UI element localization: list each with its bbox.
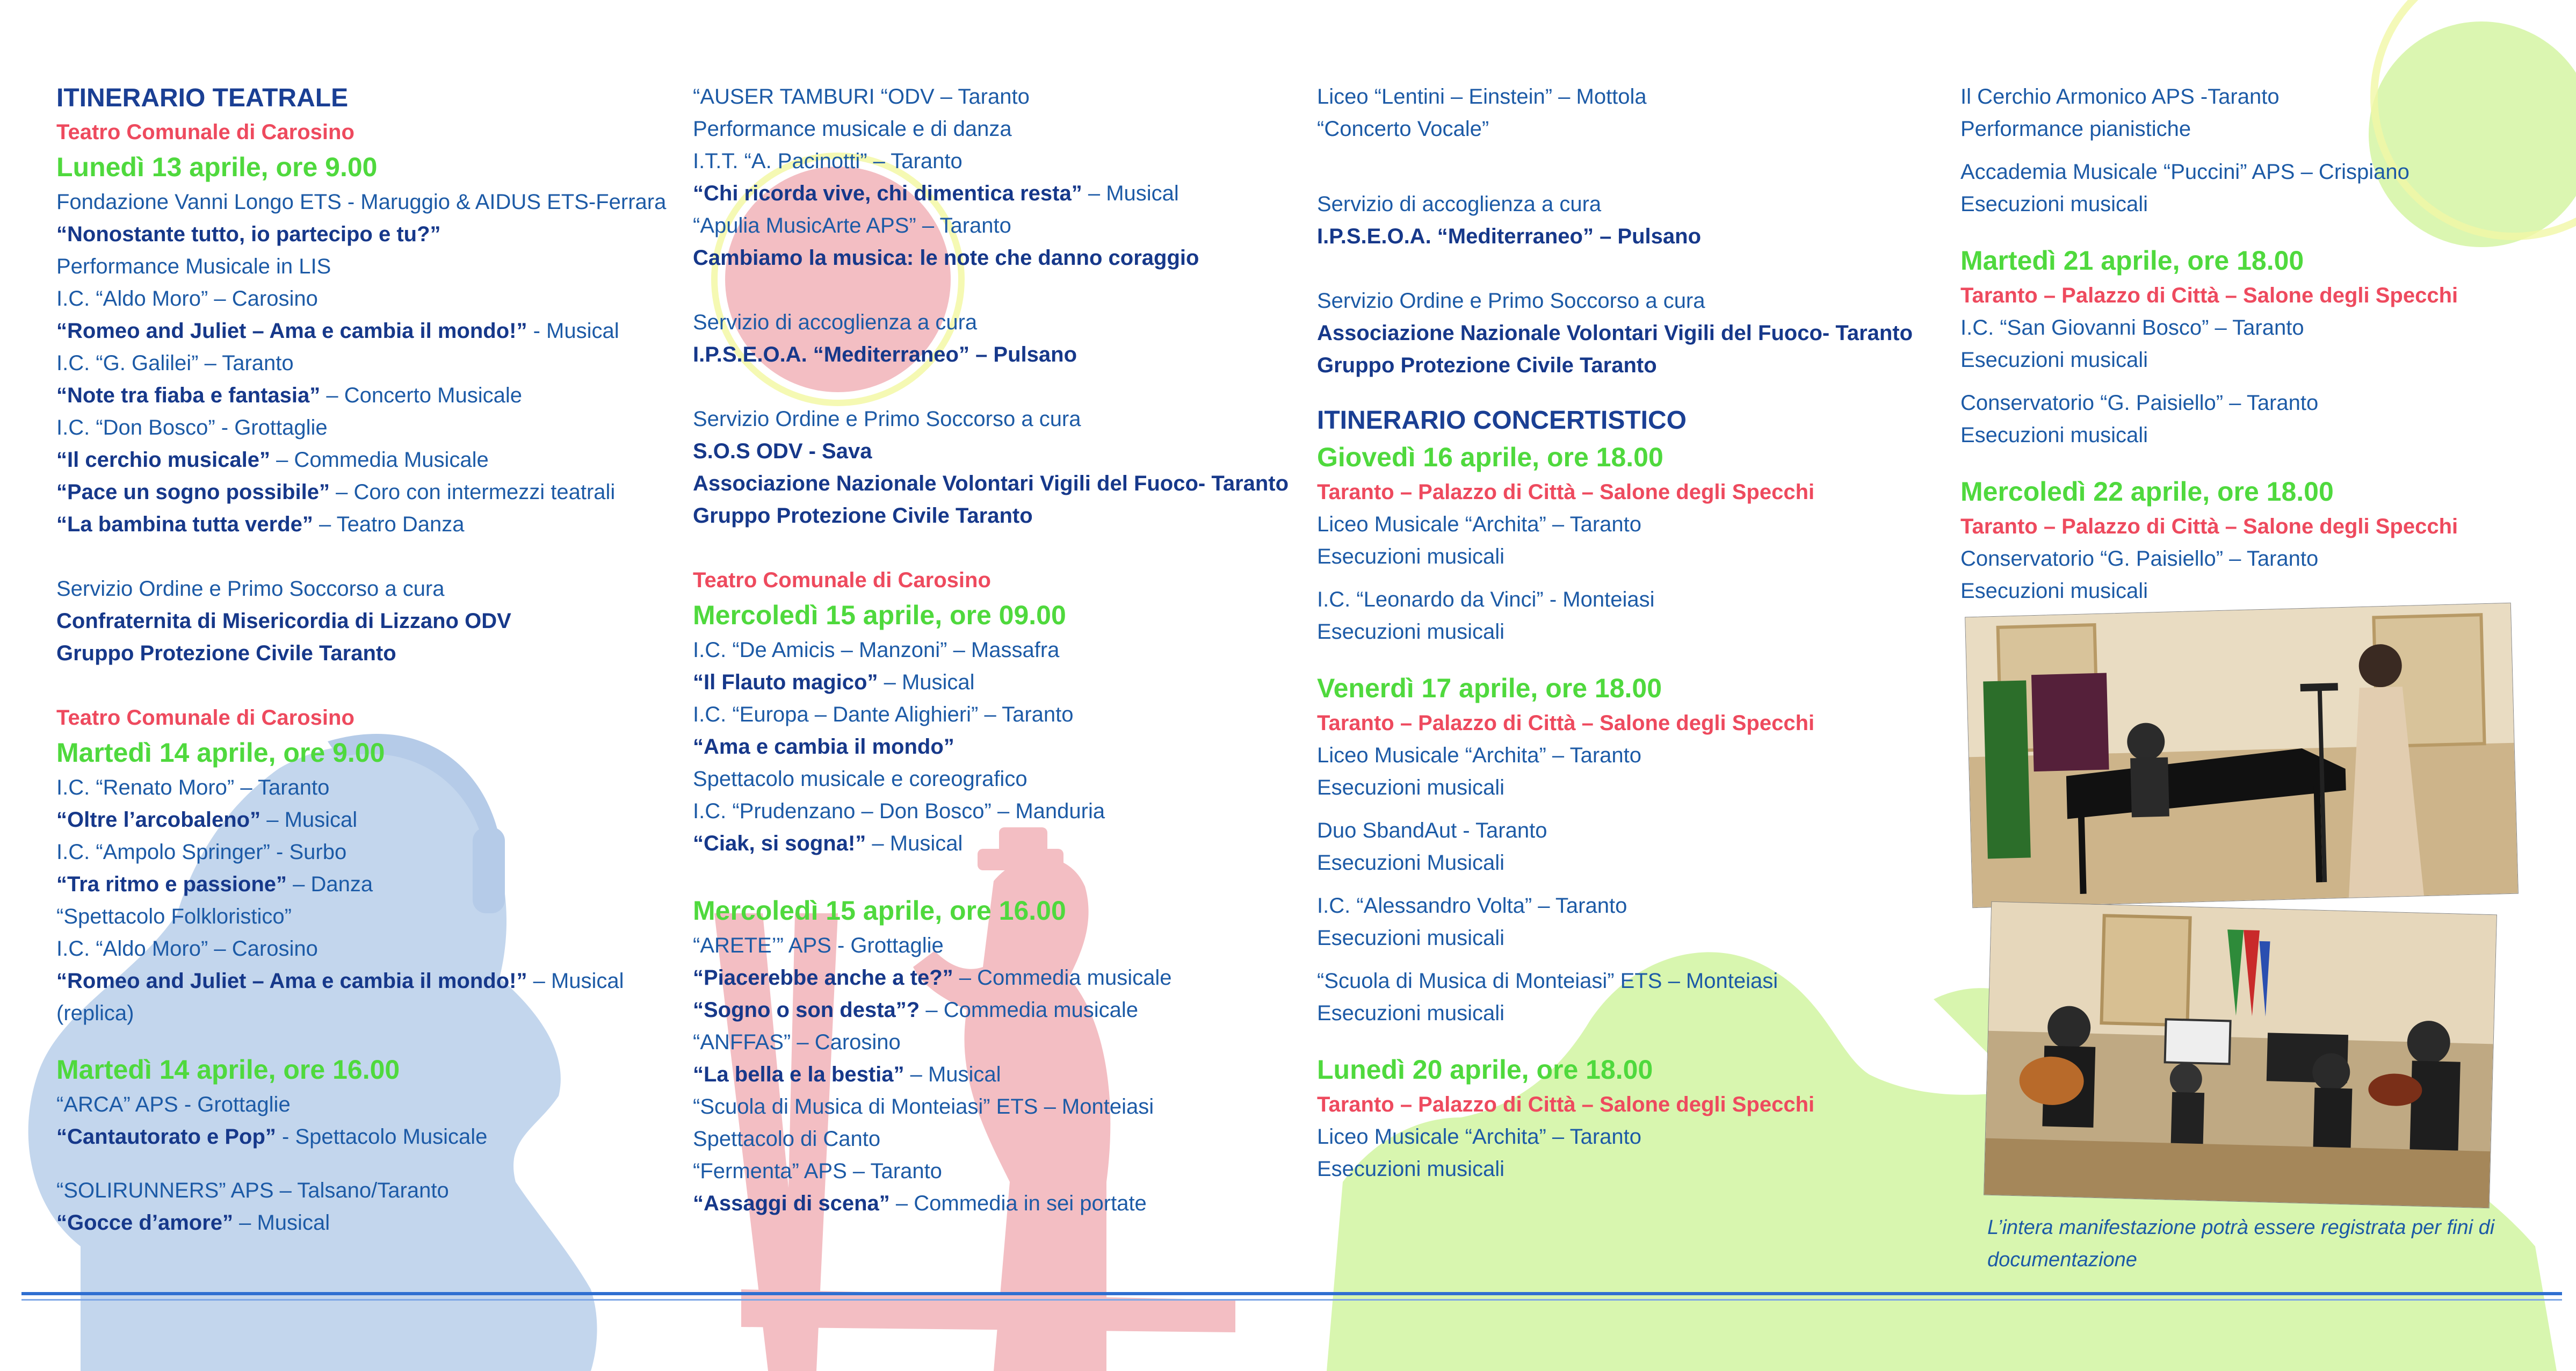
bottom-rule bbox=[21, 1292, 2562, 1295]
line-text: I.C. “Prudenzano – Don Bosco” – Manduria bbox=[693, 799, 1105, 823]
line-text: Cambiamo la musica: le note che danno coraggio bbox=[693, 246, 1199, 270]
line-text: “Assaggi di scena” bbox=[693, 1192, 890, 1215]
line-text: “La bambina tutta verde” bbox=[56, 513, 313, 536]
line-text: “Concerto Vocale” bbox=[1317, 117, 1489, 141]
program-line bbox=[693, 306, 1262, 338]
program-line bbox=[56, 573, 626, 605]
line-text: (replica) bbox=[56, 1001, 134, 1025]
program-line bbox=[693, 338, 1262, 371]
line-text: I.C. “Ampolo Springer” - Surbo bbox=[56, 840, 347, 864]
program-line bbox=[1317, 317, 1913, 349]
line-text: “Il Flauto magico” bbox=[693, 670, 878, 694]
spacer bbox=[1960, 451, 2551, 473]
program-line bbox=[1317, 220, 1886, 252]
program-line bbox=[1960, 81, 2551, 113]
line-text: “Ama e cambia il mondo” bbox=[693, 735, 954, 759]
line-text: Lunedì 13 aprile, ore 9.00 bbox=[56, 152, 378, 182]
line-text: I.T.T. “A. Pacinotti” – Taranto bbox=[693, 149, 963, 173]
program-line bbox=[56, 250, 626, 283]
program-line bbox=[1317, 285, 1886, 317]
program-line bbox=[693, 1026, 1262, 1058]
venue-label bbox=[693, 564, 1262, 596]
spacer bbox=[693, 860, 1262, 892]
line-text: Teatro Comunale di Carosino bbox=[693, 568, 991, 592]
line-text: “AUSER TAMBURI “ODV – Taranto bbox=[693, 85, 1030, 109]
program-line bbox=[693, 1058, 1262, 1091]
spacer bbox=[1317, 648, 1886, 669]
program-line bbox=[1317, 1153, 1886, 1185]
spacer bbox=[56, 669, 626, 702]
event-date bbox=[693, 892, 1262, 929]
program-line bbox=[693, 1123, 1262, 1155]
program-line bbox=[56, 379, 626, 412]
line-suffix: – Commedia Musicale bbox=[270, 448, 489, 472]
line-suffix: – Musical bbox=[527, 969, 624, 993]
line-text: Spettacolo di Canto bbox=[693, 1127, 881, 1151]
line-text: I.C. “Europa – Dante Alighieri” – Taranto bbox=[693, 703, 1074, 726]
program-line bbox=[56, 997, 626, 1029]
line-text: Liceo “Lentini – Einstein” – Mottola bbox=[1317, 85, 1647, 109]
line-text: Taranto – Palazzo di Città – Salone degli Specchi bbox=[1960, 515, 2458, 538]
line-text: I.C. “Renato Moro” – Taranto bbox=[56, 776, 330, 799]
program-line bbox=[56, 1088, 626, 1121]
program-line bbox=[56, 315, 626, 347]
line-text: Associazione Nazionale Volontari Vigili del Fuoco- Taranto bbox=[1317, 321, 1913, 345]
program-line bbox=[1317, 771, 1886, 804]
program-line bbox=[1317, 739, 1886, 771]
line-text: Servizio di accoglienza a cura bbox=[693, 311, 978, 334]
program-line bbox=[1317, 349, 1886, 381]
line-suffix: – Musical bbox=[878, 670, 975, 694]
venue-label bbox=[56, 116, 626, 148]
line-text: Teatro Comunale di Carosino bbox=[56, 120, 354, 144]
line-text: I.C. “Alessandro Volta” – Taranto bbox=[1317, 894, 1627, 918]
program-line bbox=[1317, 508, 1886, 540]
event-date bbox=[1317, 438, 1886, 476]
program-line bbox=[56, 1174, 626, 1207]
line-suffix: – Danza bbox=[287, 872, 373, 896]
program-line bbox=[1317, 540, 1886, 573]
program-line bbox=[56, 900, 626, 933]
spacer bbox=[1960, 220, 2551, 242]
column-1 bbox=[56, 81, 667, 1239]
line-text: Esecuzioni musicali bbox=[1960, 579, 2148, 603]
line-text: Gruppo Protezione Civile Taranto bbox=[1317, 353, 1657, 377]
event-date bbox=[1317, 1051, 1886, 1088]
program-line bbox=[693, 1155, 1262, 1187]
column-3 bbox=[1317, 81, 1913, 1185]
program-line bbox=[693, 994, 1262, 1026]
event-date bbox=[56, 1051, 626, 1088]
program-line bbox=[1960, 113, 2551, 145]
program-line bbox=[693, 177, 1262, 210]
line-text: Taranto – Palazzo di Città – Salone degli Specchi bbox=[1317, 711, 1815, 735]
line-text: Mercoledì 22 aprile, ore 18.00 bbox=[1960, 477, 2334, 507]
column-2 bbox=[693, 81, 1289, 1220]
program-line bbox=[1960, 344, 2551, 376]
line-suffix: – Commedia in sei portate bbox=[889, 1192, 1147, 1215]
line-text: Spettacolo musicale e coreografico bbox=[693, 767, 1027, 791]
line-text: Esecuzioni musicali bbox=[1317, 1157, 1505, 1181]
spacer bbox=[1317, 954, 1886, 965]
spacer bbox=[56, 540, 626, 573]
line-text: Performance musicale e di danza bbox=[693, 117, 1012, 141]
program-line bbox=[693, 666, 1262, 698]
venue-label bbox=[56, 702, 626, 734]
program-line bbox=[56, 476, 626, 508]
program-line bbox=[693, 634, 1262, 666]
program-line bbox=[693, 403, 1262, 435]
line-text: “ARETE’” APS - Grottaglie bbox=[693, 934, 944, 957]
venue-label bbox=[1317, 1088, 1886, 1121]
program-line bbox=[693, 929, 1262, 962]
line-text: Mercoledì 15 aprile, ore 16.00 bbox=[693, 896, 1066, 926]
line-text: Liceo Musicale “Archita” – Taranto bbox=[1317, 1125, 1641, 1149]
line-text: Taranto – Palazzo di Città – Salone degli Specchi bbox=[1960, 284, 2458, 307]
program-line bbox=[1317, 1121, 1886, 1153]
program-line bbox=[1960, 543, 2551, 575]
program-line bbox=[693, 1091, 1262, 1123]
line-text: “Oltre l’arcobaleno” bbox=[56, 808, 261, 832]
line-text: “Chi ricorda vive, chi dimentica resta” bbox=[693, 182, 1082, 205]
event-date bbox=[1960, 473, 2551, 510]
line-suffix: – Teatro Danza bbox=[313, 513, 465, 536]
line-text: “La bella e la bestia” bbox=[693, 1063, 905, 1086]
line-text: I.C. “Aldo Moro” – Carosino bbox=[56, 287, 318, 311]
program-line bbox=[693, 435, 1262, 467]
program-line bbox=[693, 763, 1262, 795]
line-text: Esecuzioni musicali bbox=[1317, 776, 1505, 799]
program-line bbox=[1317, 113, 1886, 145]
line-text: Esecuzioni musicali bbox=[1317, 620, 1505, 644]
line-text: “Scuola di Musica di Monteiasi” ETS – Monteiasi bbox=[693, 1095, 1154, 1119]
line-text: Servizio Ordine e Primo Soccorso a cura bbox=[56, 577, 445, 601]
line-text: I.C. “Leonardo da Vinci” - Monteiasi bbox=[1317, 588, 1655, 611]
program-line bbox=[1317, 814, 1886, 847]
line-text: Associazione Nazionale Volontari Vigili del Fuoco- Taranto bbox=[693, 472, 1289, 495]
program-line bbox=[693, 467, 1289, 500]
program-line bbox=[56, 804, 626, 836]
line-suffix: – Commedia musicale bbox=[953, 966, 1172, 990]
line-text: Martedì 14 aprile, ore 16.00 bbox=[56, 1055, 400, 1085]
line-text: “Gocce d’amore” bbox=[56, 1211, 234, 1235]
line-text: “Tra ritmo e passione” bbox=[56, 872, 287, 896]
line-text: “Cantautorato e Pop” bbox=[56, 1125, 276, 1149]
line-text: Esecuzioni musicali bbox=[1317, 545, 1505, 568]
program-line bbox=[1317, 890, 1886, 922]
spacer bbox=[1317, 252, 1886, 285]
program-line bbox=[1960, 575, 2551, 607]
section-heading bbox=[1317, 403, 1886, 438]
program-line bbox=[1317, 997, 1886, 1029]
spacer bbox=[1317, 879, 1886, 890]
program-line bbox=[56, 412, 626, 444]
spacer bbox=[1317, 804, 1886, 814]
line-text: Servizio Ordine e Primo Soccorso a cura bbox=[693, 407, 1081, 431]
line-text: I.C. “San Giovanni Bosco” – Taranto bbox=[1960, 316, 2304, 340]
program-line bbox=[56, 508, 626, 540]
program-line bbox=[56, 444, 626, 476]
line-text: Teatro Comunale di Carosino bbox=[56, 706, 354, 730]
line-text: Esecuzioni musicali bbox=[1317, 926, 1505, 950]
line-text: Liceo Musicale “Archita” – Taranto bbox=[1317, 513, 1641, 536]
line-text: Il Cerchio Armonico APS -Taranto bbox=[1960, 85, 2280, 109]
venue-label bbox=[1317, 707, 1886, 739]
line-suffix: – Concerto Musicale bbox=[320, 384, 522, 407]
line-text: Servizio di accoglienza a cura bbox=[1317, 192, 1602, 216]
line-text: ITINERARIO TEATRALE bbox=[56, 84, 349, 112]
spacer bbox=[1317, 573, 1886, 583]
line-text: Liceo Musicale “Archita” – Taranto bbox=[1317, 744, 1641, 767]
line-text: Duo SbandAut - Taranto bbox=[1317, 819, 1547, 842]
line-text: “Piacerebbe anche a te?” bbox=[693, 966, 953, 990]
line-text: ITINERARIO CONCERTISTICO bbox=[1317, 406, 1687, 435]
line-text: I.P.S.E.O.A. “Mediterraneo” – Pulsano bbox=[693, 343, 1077, 366]
line-text: Martedì 14 aprile, ore 9.00 bbox=[56, 738, 385, 768]
line-text: “Romeo and Juliet – Ama e cambia il mondo!” bbox=[56, 319, 527, 343]
line-text: Giovedì 16 aprile, ore 18.00 bbox=[1317, 442, 1663, 472]
line-text: I.C. “Aldo Moro” – Carosino bbox=[56, 937, 318, 961]
line-text: “Pace un sogno possibile” bbox=[56, 480, 330, 504]
spacer bbox=[56, 1153, 626, 1174]
line-text: “Scuola di Musica di Monteiasi” ETS – Monteiasi bbox=[1317, 969, 1778, 993]
program-line bbox=[693, 698, 1262, 731]
column-4 bbox=[1960, 81, 2551, 607]
line-text: “Nonostante tutto, io partecipo e tu?” bbox=[56, 222, 441, 246]
program-line bbox=[693, 210, 1262, 242]
program-line bbox=[693, 145, 1262, 177]
line-text: “Note tra fiaba e fantasia” bbox=[56, 384, 321, 407]
concert-photo-piano-singer bbox=[1965, 603, 2519, 908]
event-date bbox=[56, 734, 626, 771]
program-line bbox=[56, 605, 626, 637]
program-line bbox=[1960, 419, 2551, 451]
line-text: Venerdì 17 aprile, ore 18.00 bbox=[1317, 673, 1662, 703]
program-line bbox=[693, 795, 1262, 827]
line-text: Conservatorio “G. Paisiello” – Taranto bbox=[1960, 391, 2319, 415]
line-text: “Apulia MusicArte APS” – Taranto bbox=[693, 214, 1011, 237]
line-text: Conservatorio “G. Paisiello” – Taranto bbox=[1960, 547, 2319, 571]
program-line bbox=[56, 836, 626, 868]
program-line bbox=[1317, 922, 1886, 954]
line-text: Taranto – Palazzo di Città – Salone degli Specchi bbox=[1317, 480, 1815, 504]
line-suffix: – Musical bbox=[1082, 182, 1179, 205]
venue-label bbox=[1317, 476, 1886, 508]
program-line bbox=[693, 827, 1262, 860]
line-text: “Spettacolo Folkloristico” bbox=[56, 905, 292, 928]
line-text: “Fermenta” APS – Taranto bbox=[693, 1159, 942, 1183]
program-line bbox=[693, 242, 1262, 274]
program-line bbox=[1317, 616, 1886, 648]
line-text: Esecuzioni musicali bbox=[1960, 423, 2148, 447]
program-line bbox=[693, 81, 1262, 113]
program-line bbox=[693, 500, 1262, 532]
line-text: I.C. “Don Bosco” - Grottaglie bbox=[56, 416, 328, 439]
spacer bbox=[693, 371, 1262, 403]
program-line bbox=[56, 186, 667, 218]
spacer bbox=[1317, 1029, 1886, 1051]
spacer bbox=[1317, 177, 1886, 188]
line-text: Performance Musicale in LIS bbox=[56, 255, 331, 278]
line-text: “Sogno o son desta”? bbox=[693, 998, 920, 1022]
line-text: “Il cerchio musicale” bbox=[56, 448, 270, 472]
spacer bbox=[1317, 381, 1886, 403]
program-line bbox=[56, 347, 626, 379]
program-line bbox=[1317, 188, 1886, 220]
line-text: Martedì 21 aprile, ore 18.00 bbox=[1960, 246, 2304, 276]
line-text: Esecuzioni musicali bbox=[1317, 1001, 1505, 1025]
event-date bbox=[693, 596, 1262, 634]
program-line bbox=[56, 771, 626, 804]
line-suffix: – Musical bbox=[866, 832, 963, 855]
section-heading bbox=[56, 81, 626, 116]
line-text: “SOLIRUNNERS” APS – Talsano/Taranto bbox=[56, 1179, 449, 1202]
program-line bbox=[693, 1187, 1262, 1220]
program-line bbox=[1960, 188, 2551, 220]
line-text: “ANFFAS” – Carosino bbox=[693, 1030, 901, 1054]
spacer bbox=[1317, 145, 1886, 177]
program-line bbox=[56, 637, 626, 669]
event-date bbox=[1317, 669, 1886, 707]
venue-label bbox=[1960, 510, 2551, 543]
spacer bbox=[693, 532, 1262, 564]
line-text: Esecuzioni Musicali bbox=[1317, 851, 1505, 875]
line-text: Esecuzioni musicali bbox=[1960, 348, 2148, 372]
line-text: “ARCA” APS - Grottaglie bbox=[56, 1093, 291, 1116]
line-suffix: – Commedia musicale bbox=[920, 998, 1139, 1022]
line-text: I.C. “De Amicis – Manzoni” – Massafra bbox=[693, 638, 1060, 662]
program-line bbox=[693, 731, 1262, 763]
program-line bbox=[56, 1121, 626, 1153]
program-line bbox=[1960, 387, 2551, 419]
line-text: Performance pianistiche bbox=[1960, 117, 2191, 141]
program-line bbox=[1317, 583, 1886, 616]
program-line bbox=[56, 218, 626, 250]
line-text: Fondazione Vanni Longo ETS - Maruggio & AIDUS ETS-Ferrara bbox=[56, 190, 667, 214]
line-text: Taranto – Palazzo di Città – Salone degli Specchi bbox=[1317, 1093, 1815, 1116]
line-text: “Ciak, si sogna!” bbox=[693, 832, 866, 855]
program-line bbox=[56, 1207, 626, 1239]
program-line bbox=[1960, 156, 2551, 188]
program-line bbox=[693, 962, 1262, 994]
line-suffix: – Musical bbox=[233, 1211, 330, 1235]
spacer bbox=[693, 274, 1262, 306]
line-text: Confraternita di Misericordia di Lizzano ODV bbox=[56, 609, 511, 633]
program-line bbox=[693, 113, 1262, 145]
program-line bbox=[56, 283, 626, 315]
line-text: Lunedì 20 aprile, ore 18.00 bbox=[1317, 1055, 1653, 1085]
line-suffix: – Musical bbox=[904, 1063, 1001, 1086]
venue-label bbox=[1960, 279, 2551, 312]
line-text: “Romeo and Juliet – Ama e cambia il mondo!” bbox=[56, 969, 527, 993]
line-text: Gruppo Protezione Civile Taranto bbox=[693, 504, 1033, 528]
spacer bbox=[56, 1029, 626, 1051]
line-text: Mercoledì 15 aprile, ore 09.00 bbox=[693, 600, 1066, 630]
event-date bbox=[1960, 242, 2551, 279]
program-line bbox=[1317, 847, 1886, 879]
line-suffix: – Coro con intermezzi teatrali bbox=[329, 480, 616, 504]
line-text: Esecuzioni musicali bbox=[1960, 192, 2148, 216]
line-text: I.P.S.E.O.A. “Mediterraneo” – Pulsano bbox=[1317, 225, 1702, 248]
footer-note: L’intera manifestazione potrà essere registrata per fini di documentazione bbox=[1987, 1216, 2495, 1271]
line-suffix: – Musical bbox=[261, 808, 358, 832]
program-line bbox=[1960, 312, 2551, 344]
program-line bbox=[1317, 81, 1886, 113]
line-text: Servizio Ordine e Primo Soccorso a cura bbox=[1317, 289, 1705, 313]
bottom-rule-thin bbox=[21, 1299, 2562, 1301]
spacer bbox=[1960, 145, 2551, 156]
event-date bbox=[56, 148, 626, 186]
line-suffix: - Spettacolo Musicale bbox=[276, 1125, 488, 1149]
program-line bbox=[56, 933, 626, 965]
line-text: S.O.S ODV - Sava bbox=[693, 439, 872, 463]
spacer bbox=[1960, 376, 2551, 387]
program-line bbox=[56, 965, 626, 997]
line-suffix: - Musical bbox=[527, 319, 619, 343]
program-line bbox=[1317, 965, 1886, 997]
concert-photo-string-ensemble bbox=[1984, 901, 2497, 1208]
line-text: Accademia Musicale “Puccini” APS – Crispiano bbox=[1960, 160, 2409, 184]
line-text: Gruppo Protezione Civile Taranto bbox=[56, 641, 396, 665]
line-text: I.C. “G. Galilei” – Taranto bbox=[56, 351, 294, 375]
program-line bbox=[56, 868, 626, 900]
